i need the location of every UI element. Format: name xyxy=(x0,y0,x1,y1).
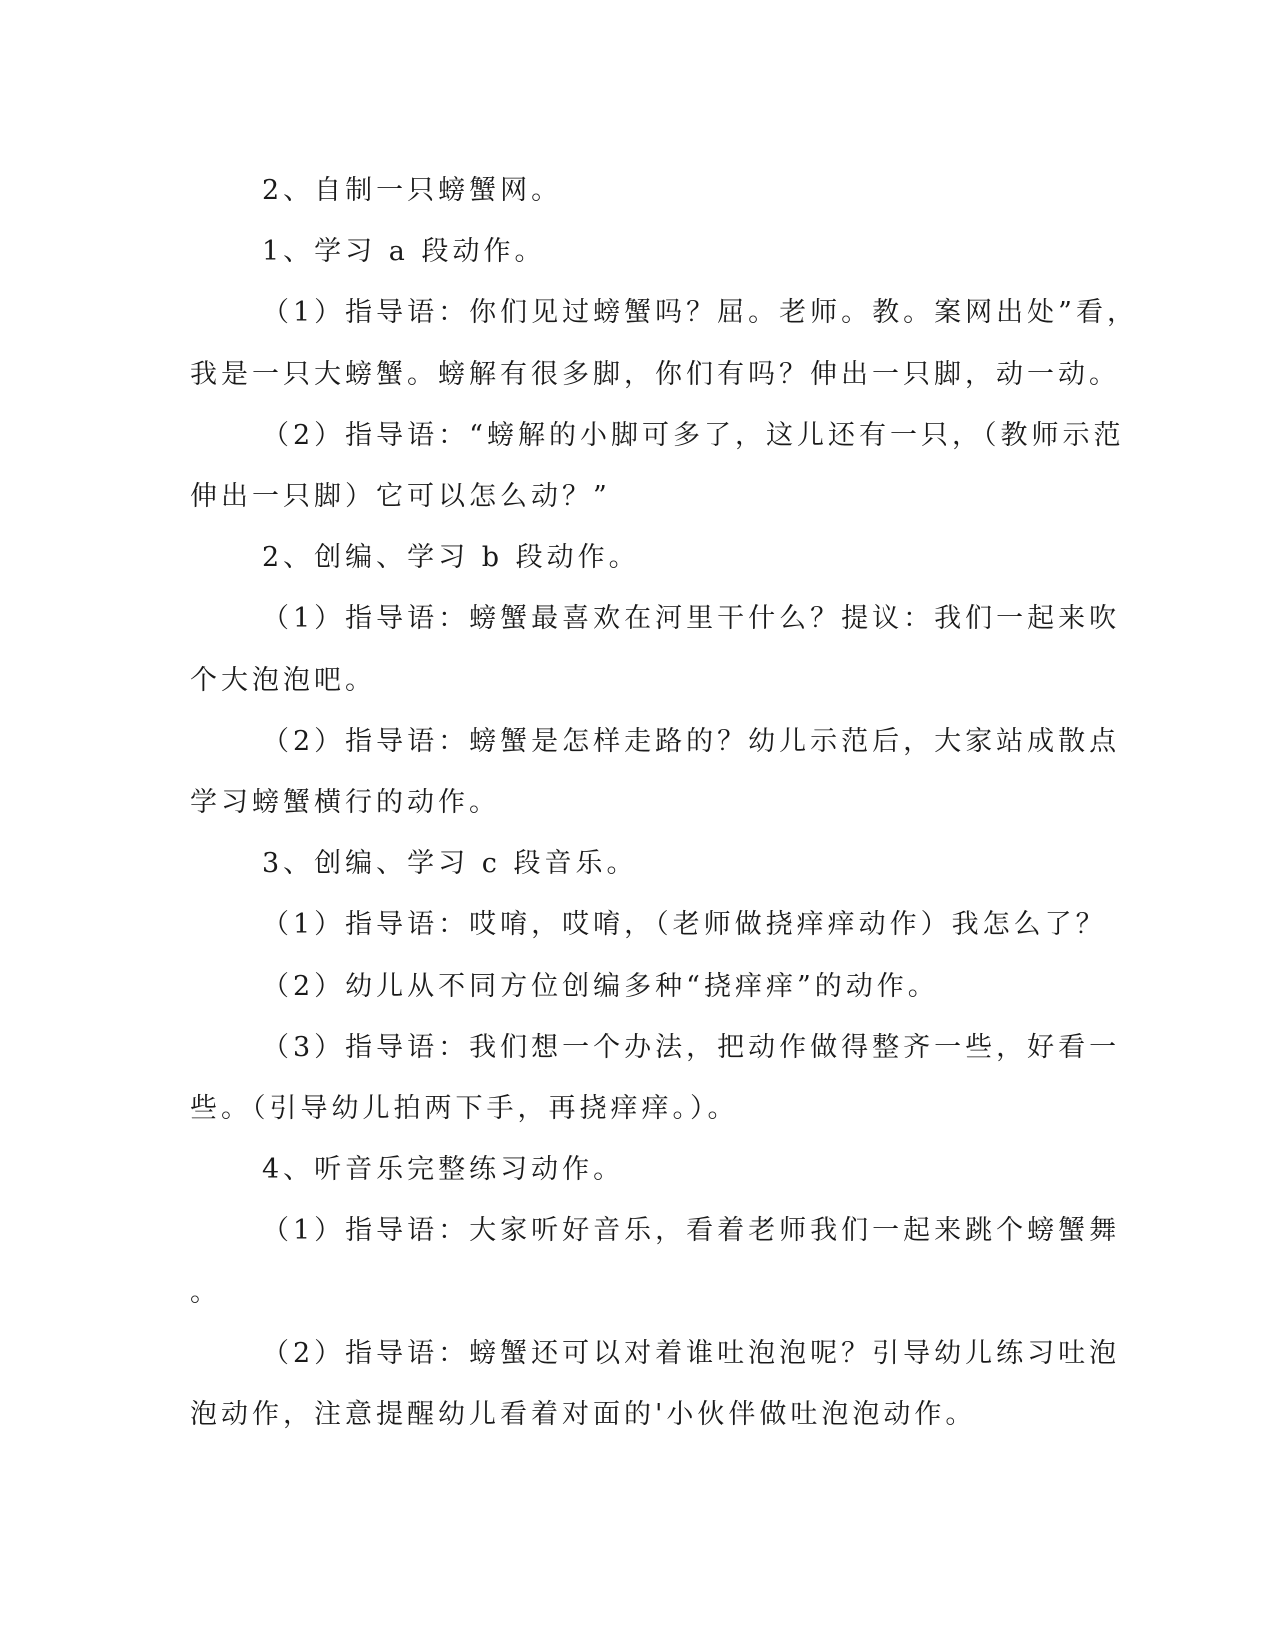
paragraph-line: （3）指导语：我们想一个办法，把动作做得整齐一些，好看一 xyxy=(262,1031,1121,1063)
section-heading: 4、听音乐完整练习动作。 xyxy=(262,1154,625,1186)
paragraph-line: （1）指导语：螃蟹最喜欢在河里干什么？提议：我们一起来吹 xyxy=(262,603,1121,635)
section-heading: 2、创编、学习 b 段动作。 xyxy=(262,542,640,574)
paragraph-line: （2）幼儿从不同方位创编多种“挠痒痒”的动作。 xyxy=(262,970,939,1002)
paragraph-line: 个大泡泡吧。 xyxy=(190,664,376,696)
paragraph-line: （1）指导语：你们见过螃蟹吗？屈。老师。教。案网出处”看， xyxy=(262,297,1138,329)
section-heading: 3、创编、学习 c 段音乐。 xyxy=(262,848,638,880)
paragraph-line: （2）指导语：螃蟹还可以对着谁吐泡泡呢？引导幼儿练习吐泡 xyxy=(262,1337,1121,1369)
paragraph-line: 我是一只大螃蟹。螃解有很多脚，你们有吗？伸出一只脚，动一动。 xyxy=(190,358,1120,390)
paragraph-line: （1）指导语：大家听好音乐，看着老师我们一起来跳个螃蟹舞 xyxy=(262,1215,1121,1247)
paragraph-line: 泡动作，注意提醒幼儿看着对面的'小伙伴做吐泡泡动作。 xyxy=(190,1399,977,1431)
paragraph-line: 学习螃蟹横行的动作。 xyxy=(190,787,500,819)
section-heading: 2、自制一只螃蟹网。 xyxy=(262,175,563,206)
paragraph-line: 些。（引导幼儿拍两下手，再挠痒痒。）。 xyxy=(190,1093,739,1125)
paragraph-line: 伸出一只脚）它可以怎么动？” xyxy=(190,481,611,513)
document-body xyxy=(190,160,1138,1445)
paragraph-line: 。 xyxy=(190,1276,221,1308)
paragraph-line: （2）指导语：“螃解的小脚可多了，这儿还有一只，（教师示范 xyxy=(262,419,1125,451)
paragraph-line: （1）指导语：哎唷，哎唷，（老师做挠痒痒动作）我怎么了？ xyxy=(262,909,1107,941)
section-heading: 1、学习 a 段动作。 xyxy=(262,236,546,268)
paragraph-line: （2）指导语：螃蟹是怎样走路的？幼儿示范后，大家站成散点 xyxy=(262,725,1121,757)
